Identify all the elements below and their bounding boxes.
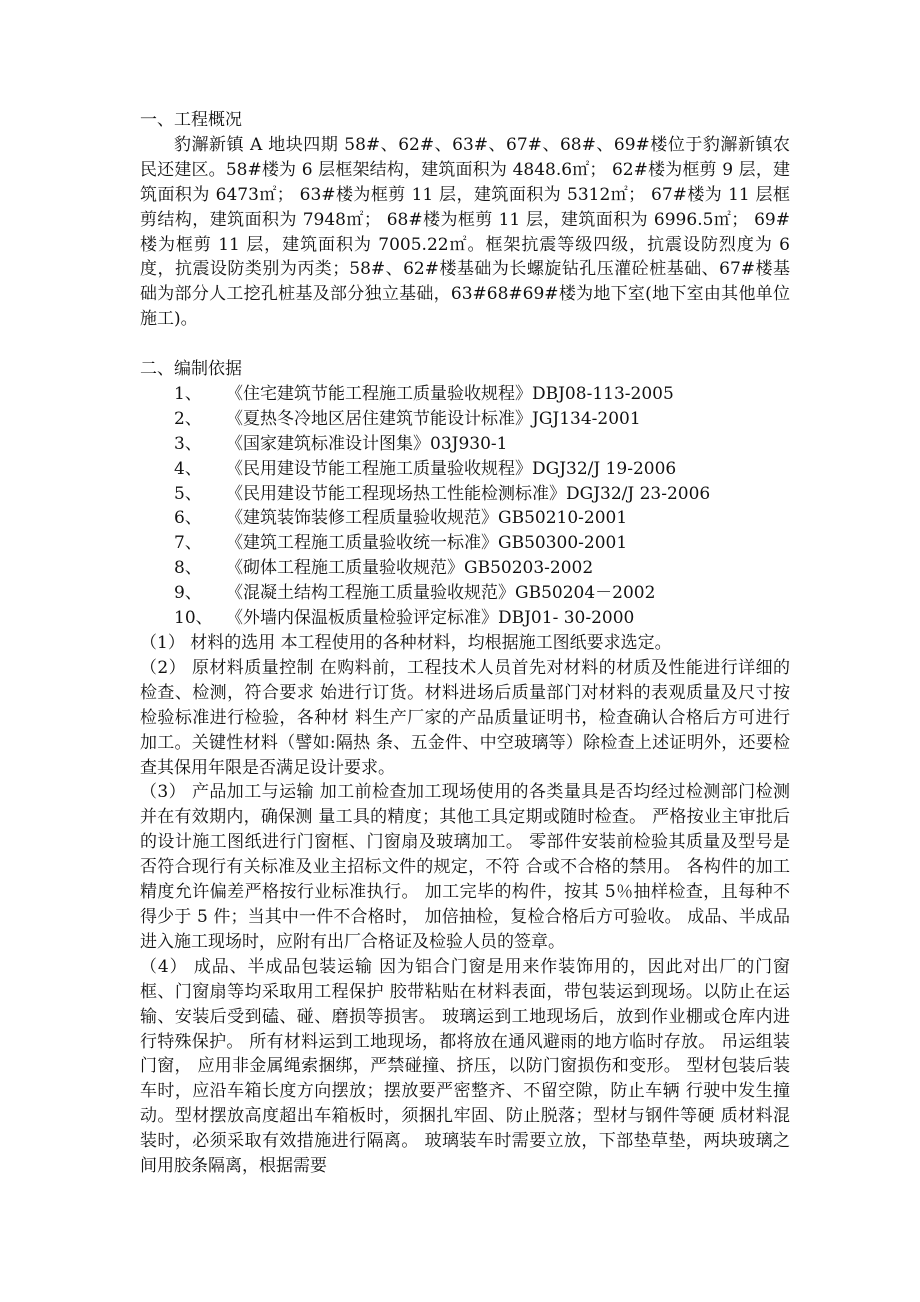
reference-text: 《住宅建筑节能工程施工质量验收规程》DBJ08-113-2005: [226, 383, 674, 404]
reference-text: 《国家建筑标准设计图集》03J930-1: [226, 433, 508, 454]
reference-item: [140, 432, 790, 457]
reference-item: [140, 506, 790, 531]
reference-item: [140, 482, 790, 507]
reference-text: 《混凝土结构工程施工质量验收规范》GB50204－2002: [226, 583, 656, 604]
reference-text: 《建筑装饰装修工程质量验收规范》GB50210-2001: [226, 508, 628, 529]
reference-text: 《夏热冬冷地区居住建筑节能设计标准》JGJ134-2001: [226, 408, 641, 429]
reference-item: [140, 606, 790, 631]
document-body: [140, 108, 790, 1179]
reference-text: 《建筑工程施工质量验收统一标准》GB50300-2001: [226, 533, 628, 554]
reference-number: 2、: [174, 408, 202, 429]
section1-title: 一、工程概况: [140, 110, 242, 130]
reference-item: [140, 581, 790, 606]
reference-text: 《民用建设节能工程现场热工性能检测标准》DGJ32/J 23-2006: [226, 483, 711, 504]
item-material-selection: （1） 材料的选用 本工程使用的各种材料，均根据施工图纸要求选定。: [140, 633, 672, 654]
reference-item: [140, 382, 790, 407]
reference-number: 7、: [174, 533, 202, 554]
reference-number: 4、: [174, 458, 202, 479]
reference-number: 1、: [174, 383, 202, 404]
reference-item: [140, 556, 790, 581]
reference-item: [140, 531, 790, 556]
section2-title: 二、编制依据: [140, 359, 242, 380]
reference-number: 10、: [174, 608, 213, 629]
reference-number: 3、: [174, 433, 202, 454]
reference-number: 6、: [174, 508, 202, 529]
reference-number: 8、: [174, 558, 202, 579]
reference-number: 9、: [174, 583, 202, 604]
reference-list: [140, 382, 790, 631]
section1-body: 豹澥新镇 A 地块四期 58#、62#、63#、67#、68#、69#楼位于豹澥新镇农民还建区。58#楼为 6 层框架结构，建筑面积为 4848.6㎡； 62#楼为框剪 9 层，建筑面积为 6473㎡； 63#楼为框剪 11 层，建筑面积为 5312㎡； 67#楼为 11 层框剪结构，建筑面积为 7948㎡； 68#楼为框剪 11 层，建筑面积为 6996.5㎡； 69#楼为框剪 11 层，建筑面积为 7005.22㎡。框架抗震等级四级，抗震设防烈度为 6 度，抗震设防类别为丙类；58#、62#楼基础为长螺旋钻孔压灌砼桩基础、67#楼基础为部分人工挖孔桩基及部分独立基础，63#68#69#楼为地下室(地下室由其他单位施工)。: [140, 134, 790, 330]
item-raw-material-quality: （2） 原材料质量控制 在购料前，工程技术人员首先对材料的材质及性能进行详细的检查、检测，符合要求 始进行订货。材料进场后质量部门对材料的表观质量及尺寸按检验标准进行检验，各种材 料生产厂家的产品质量证明书，检查确认合格后方可进行加工。关键性材料（譬如:隔热 条、五金件、中空玻璃等）除检查上述证明外，还要检查其保用年限是否满足设计要求。: [140, 657, 790, 778]
reference-item: [140, 457, 790, 482]
blank-line: [140, 332, 790, 357]
reference-item: [140, 407, 790, 432]
reference-text: 《砌体工程施工质量验收规范》GB50203-2002: [226, 558, 594, 579]
reference-number: 5、: [174, 483, 202, 504]
reference-text: 《民用建设节能工程施工质量验收规程》DGJ32/J 19-2006: [226, 458, 677, 479]
item-processing-transport: （3） 产品加工与运输 加工前检查加工现场使用的各类量具是否均经过检测部门检测并在有效期内，确保测 量工具的精度；其他工具定期或随时检查。 严格按业主审批后的设计施工图纸进行门窗框、门窗扇及玻璃加工。 零部件安装前检验其质量及型号是否符合现行有关标准及业主招标文件的规定，不符 合或不合格的禁用。 各构件的加工精度允许偏差严格按行业标准执行。 加工完毕的构件，按其 5％抽样检查，且每种不得少于 5 件；当其中一件不合格时， 加倍抽检，复检合格后方可验收。 成品、半成品进入施工现场时，应附有出厂合格证及检验人员的签章。: [140, 782, 790, 952]
item-packaging-transport: （4） 成品、半成品包装运输 因为铝合门窗是用来作装饰用的，因此对出厂的门窗框、门窗扇等均采取用工程保护 胶带粘贴在材料表面，带包装运到现场。以防止在运输、安装后受到磕、碰、磨损等损害。 玻璃运到工地现场后，放到作业棚或仓库内进行特殊保护。 所有材料运到工地现场，都将放在通风避雨的地方临时存放。 吊运组装门窗， 应用非金属绳索捆绑，严禁碰撞、挤压，以防门窗损伤和变形。 型材包装后装车时，应沿车箱长度方向摆放；摆放要严密整齐、不留空隙，防止车辆 行驶中发生撞动。型材摆放高度超出车箱板时，须捆扎牢固、防止脱落；型材与钢件等硬 质材料混装时，必须采取有效措施进行隔离。 玻璃装车时需要立放，下部垫草垫，两块玻璃之间用胶条隔离，根据需要: [140, 956, 790, 1177]
reference-text: 《外墙内保温板质量检验评定标准》DBJ01- 30-2000: [226, 608, 635, 629]
